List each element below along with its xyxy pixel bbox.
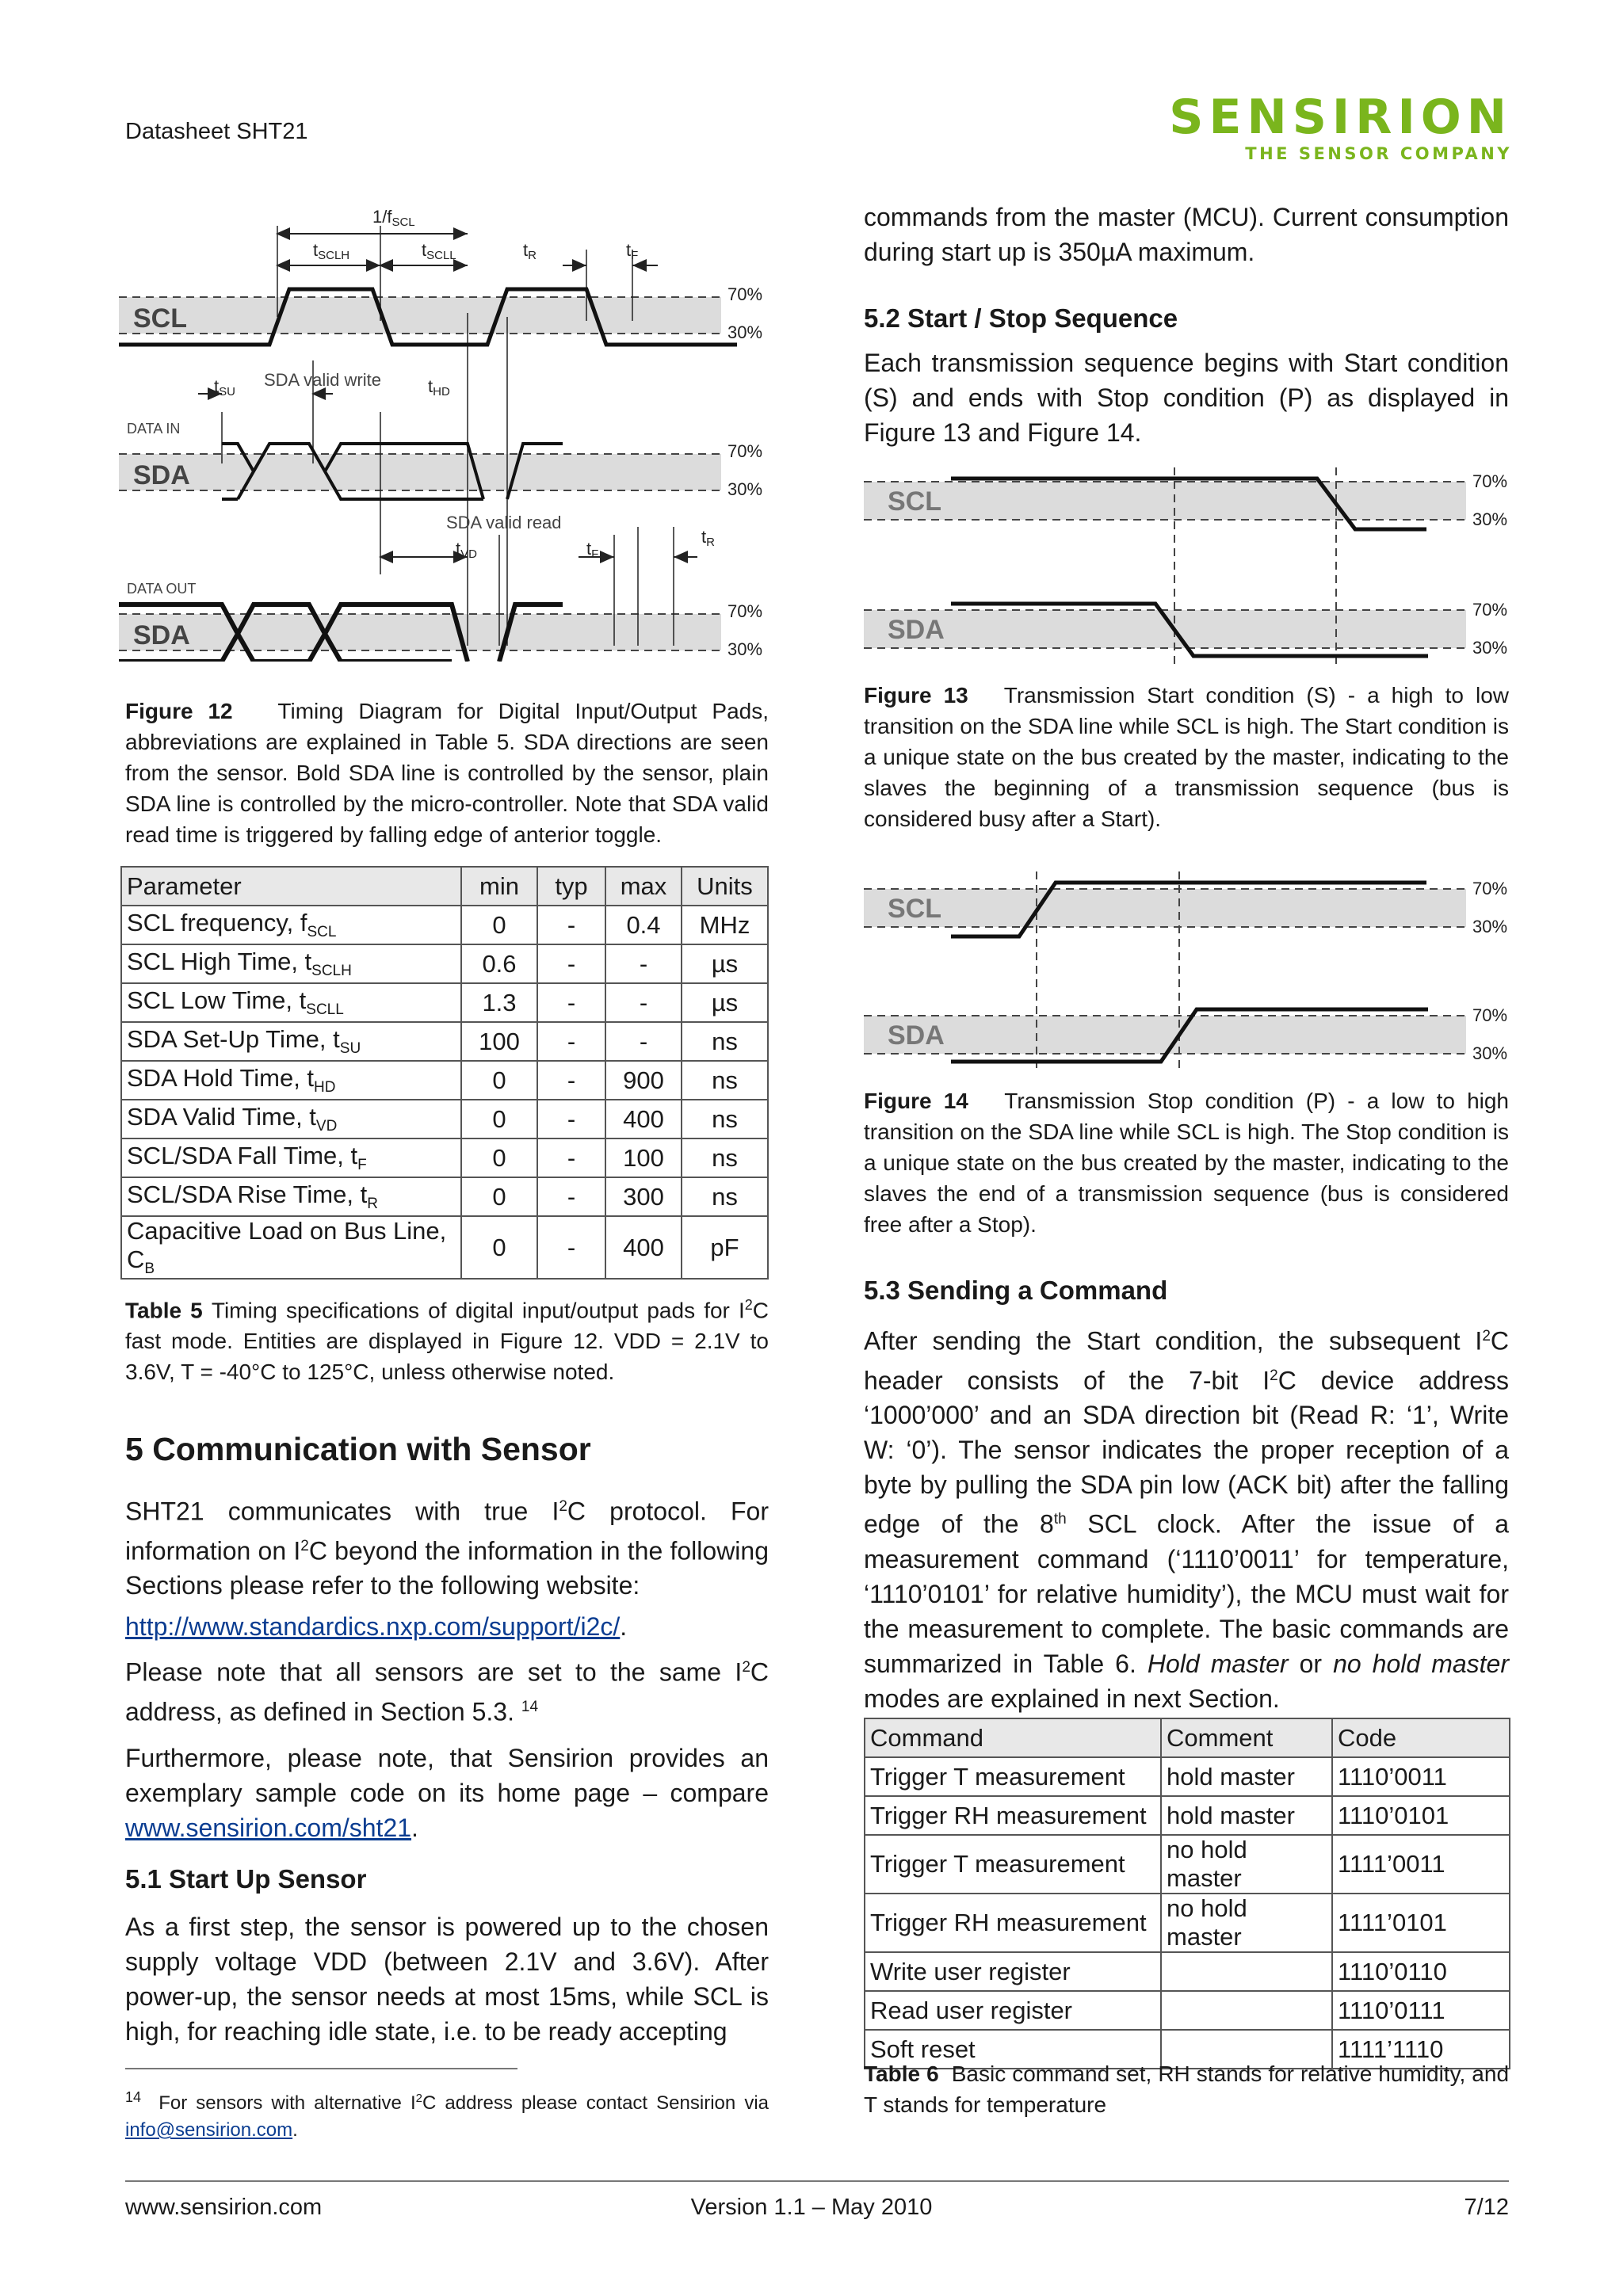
document-title: Datasheet SHT21	[125, 119, 308, 144]
f13-sda-label: SDA	[888, 615, 945, 645]
s5-p3a: Furthermore, please note, that Sensirion provides an exemplary sample code on its home page – compare	[125, 1743, 769, 1807]
no-hold-master-term: no hold master	[1333, 1649, 1510, 1678]
max-cell: 900	[605, 1061, 682, 1100]
sht21-link[interactable]: www.sensirion.com/sht21	[125, 1813, 412, 1842]
command-cell: Write user register	[865, 1952, 1161, 1991]
col-comment: Comment	[1161, 1718, 1332, 1757]
table-row	[865, 1952, 1510, 1991]
scl-band	[119, 297, 721, 334]
timing-spec-table	[120, 866, 769, 1280]
logo-name: SENSIRION	[1169, 90, 1512, 145]
typ-cell: -	[537, 1177, 605, 1216]
s53-a: After sending the Start condition, the subsequent I	[864, 1326, 1483, 1356]
table-row	[121, 983, 768, 1022]
sda-out-band	[119, 614, 721, 650]
unit-cell: µs	[682, 944, 768, 983]
data-in-label: DATA IN	[127, 421, 181, 437]
typ-cell: -	[537, 1138, 605, 1177]
table-5-caption	[125, 1290, 769, 1387]
table-row	[121, 944, 768, 983]
table-row	[121, 1177, 768, 1216]
min-cell: 0	[461, 906, 537, 944]
param-cell: SCL High Time, $t_{SCLH}$	[121, 944, 461, 983]
param-cell: SCL frequency, $f_{SCL}$	[121, 906, 461, 944]
max-cell: 0.4	[605, 906, 682, 944]
table-row	[121, 1100, 768, 1138]
s53-e: modes are explained in next Section.	[864, 1684, 1280, 1713]
thd-label: tHD	[428, 376, 450, 399]
max-cell: -	[605, 983, 682, 1022]
table-row	[865, 1991, 1510, 2030]
f14-scl-30: 30%	[1472, 917, 1508, 936]
footer-rule	[125, 2180, 1509, 2182]
table-row	[121, 906, 768, 944]
table-5-label: Table 5	[125, 1298, 203, 1323]
section-5-body	[125, 1489, 769, 1845]
tsclh-label: tSCLH	[313, 240, 350, 262]
min-cell: 1.3	[461, 983, 537, 1022]
col-min: min	[461, 867, 537, 906]
sda-in-band	[119, 454, 721, 490]
param-cell: SCL/SDA Fall Time, $t_F$	[121, 1138, 461, 1177]
sdaout-70: 70%	[727, 601, 763, 621]
comment-cell: no hold master	[1161, 1835, 1332, 1894]
i2c-link[interactable]: http://www.standardics.nxp.com/support/i2c/	[125, 1612, 621, 1642]
figure-14-text: Transmission Stop condition (P) - a low to high transition on the SDA line while SCL is high. The Stop condition is a unique state on the bus created by the master, indicating to the slaves the end of a transmission sequence (bus is considered free after a Stop).	[864, 1089, 1510, 1237]
timing-diagram	[119, 202, 785, 662]
s53-th: th	[1053, 1511, 1067, 1528]
table-row	[865, 1796, 1510, 1835]
table-row	[865, 1835, 1510, 1894]
figure-14-label: Figure 14	[864, 1089, 968, 1113]
sda-in-label: SDA	[133, 460, 190, 490]
valid-read-label: SDA valid read	[446, 513, 562, 532]
command-cell: Trigger RH measurement	[865, 1796, 1161, 1835]
table-row	[121, 1022, 768, 1061]
command-table	[864, 1718, 1510, 2069]
footnote-rule	[125, 2068, 517, 2069]
param-cell: SDA Set-Up Time, $t_{SU}$	[121, 1022, 461, 1061]
section-5-1-title: 5.1 Start Up Sensor	[125, 1864, 367, 1894]
freq-label: 1/fSCL	[372, 207, 415, 229]
section-5-p2	[125, 1650, 769, 1729]
code-cell: 1110’0101	[1332, 1796, 1510, 1835]
table-6-text: Basic command set, RH stands for relative humidity, and T stands for temperature	[864, 2061, 1510, 2117]
footer-version: Version 1.1 – May 2010	[690, 2195, 933, 2220]
min-cell: 100	[461, 1022, 537, 1061]
sdain-30: 30%	[727, 479, 763, 499]
command-cell: Soft reset	[865, 2030, 1161, 2069]
footnote-a: For sensors with alternative I	[158, 2092, 416, 2114]
typ-cell: -	[537, 1216, 605, 1279]
section-5-3-body	[864, 1319, 1509, 1716]
section-5-3-title: 5.3 Sending a Command	[864, 1276, 1168, 1305]
code-cell: 1111’1110	[1332, 2030, 1510, 2069]
f13-scl-30: 30%	[1472, 509, 1508, 529]
max-cell: 300	[605, 1177, 682, 1216]
s5-p3b: .	[411, 1813, 418, 1842]
s5-p2a: Please note that all sensors are set to the same I	[125, 1657, 743, 1687]
stop-condition-diagram	[864, 871, 1514, 1070]
section-5-2-body: Each transmission sequence begins with Start condition (S) and ends with Stop condition (P) as displayed in Figure 13 and Figure 14.	[864, 349, 1509, 447]
footnote-ref: 14	[521, 1698, 539, 1715]
command-cell: Read user register	[865, 1991, 1161, 2030]
s53-or: or	[1288, 1649, 1334, 1678]
code-cell: 1111’0101	[1332, 1894, 1510, 1952]
table-row	[865, 1894, 1510, 1952]
s5-p1a: SHT21 communicates with true I	[125, 1497, 559, 1526]
hold-master-term: Hold master	[1147, 1649, 1289, 1678]
unit-cell: ns	[682, 1177, 768, 1216]
code-cell: 1110’0111	[1332, 1991, 1510, 2030]
command-cell: Trigger RH measurement	[865, 1894, 1161, 1952]
code-cell: 1110’0011	[1332, 1757, 1510, 1796]
section-5-title: 5 Communication with Sensor	[125, 1431, 591, 1467]
scl-label: SCL	[133, 303, 187, 334]
s53-c: C device address ‘1000’000’ and an SDA direction bit (Read R: ‘1’, Write W: ‘0’). The sensor indicates the proper reception of a byte by pulling the SDA pin low (ACK bit) after the falling edge of the 8	[864, 1366, 1510, 1539]
min-cell: 0.6	[461, 944, 537, 983]
figure-12-label: Figure 12	[125, 699, 233, 723]
table-row	[865, 1757, 1510, 1796]
link-period: .	[620, 1612, 628, 1642]
f13-scl-70: 70%	[1472, 471, 1508, 491]
f13-sda-30: 30%	[1472, 638, 1508, 658]
tr-label: tR	[523, 240, 537, 262]
s53-b: C header consists of the 7-bit I	[864, 1326, 1509, 1395]
col-typ: typ	[537, 867, 605, 906]
col-parameter: Parameter	[121, 867, 461, 906]
col-max: max	[605, 867, 682, 906]
figure-13-text: Transmission Start condition (S) - a high to low transition on the SDA line while SCL is high. The Start condition is a unique state on the bus created by the master, indicating to the slaves the beginning of a transmission sequence (bus is considered busy after a Start).	[864, 683, 1509, 831]
unit-cell: ns	[682, 1022, 768, 1061]
figure-13-caption	[864, 680, 1509, 834]
footnote-num: 14	[125, 2089, 142, 2105]
table-row	[121, 1216, 768, 1279]
table-header-row	[121, 867, 768, 906]
command-cell: Trigger T measurement	[865, 1835, 1161, 1894]
typ-cell: -	[537, 983, 605, 1022]
figure-12-text: Timing Diagram for Digital Input/Output Pads, abbreviations are explained in Table 5. SDA directions are seen from the sensor. Bold SDA line is controlled by the sensor, plain SDA line is controlled by the micro-controller. Note that SDA valid read time is triggered by falling edge of anterior toggle.	[125, 699, 769, 847]
f13-sda-70: 70%	[1472, 600, 1508, 620]
sdaout-30: 30%	[727, 639, 763, 659]
figure-13-label: Figure 13	[864, 683, 968, 707]
unit-cell: ns	[682, 1061, 768, 1100]
sda-out-label: SDA	[133, 620, 190, 650]
col-units: Units	[682, 867, 768, 906]
min-cell: 0	[461, 1138, 537, 1177]
s5-p2b: C address, as defined in Section 5.3.	[125, 1657, 769, 1726]
col-code: Code	[1332, 1718, 1510, 1757]
param-cell: SDA Valid Time, $t_{VD}$	[121, 1100, 461, 1138]
table-5-text-b: C fast mode. Entities are displayed in Figure 12. VDD = 2.1V to 3.6V, T = -40°C to 125°C, unless otherwise noted.	[125, 1298, 769, 1385]
figure-14-caption	[864, 1085, 1509, 1240]
unit-cell: ns	[682, 1138, 768, 1177]
min-cell: 0	[461, 1216, 537, 1279]
table-row	[121, 1138, 768, 1177]
website-line	[125, 1609, 769, 1644]
table-5-text-a: Timing specifications of digital input/output pads for I	[211, 1298, 745, 1323]
f13-scl-band	[864, 482, 1466, 520]
param-cell: SDA Hold Time, $t_{HD}$	[121, 1061, 461, 1100]
section-5-2-title: 5.2 Start / Stop Sequence	[864, 303, 1178, 333]
sensirion-logo	[1169, 90, 1512, 163]
tsu-label: tSU	[214, 376, 235, 399]
table-5-sup: 2	[744, 1297, 753, 1313]
command-cell: Trigger T measurement	[865, 1757, 1161, 1796]
comment-cell: hold master	[1161, 1757, 1332, 1796]
footer-website: www.sensirion.com	[125, 2195, 323, 2220]
f14-scl-label: SCL	[888, 894, 941, 924]
unit-cell: ns	[682, 1100, 768, 1138]
table-row	[121, 1061, 768, 1100]
s5-sup1: 2	[559, 1498, 567, 1515]
f14-sda-label: SDA	[888, 1020, 945, 1051]
tscll-label: tSCLL	[422, 240, 456, 262]
s5-p1c: C beyond the information in the following Sections please refer to the following website:	[125, 1536, 769, 1600]
section-5-p1	[125, 1489, 769, 1603]
comment-cell	[1161, 1952, 1332, 1991]
max-cell: -	[605, 1022, 682, 1061]
footnote	[125, 2084, 769, 2144]
code-cell: 1110’0110	[1332, 1952, 1510, 1991]
tf-label: tF	[626, 240, 639, 262]
f14-sda-band	[864, 1016, 1466, 1054]
typ-cell: -	[537, 1061, 605, 1100]
scl-30: 30%	[727, 322, 763, 342]
valid-write-label: SDA valid write	[264, 370, 381, 390]
tvd-label: tVD	[456, 539, 477, 561]
s5-sup3: 2	[742, 1659, 750, 1676]
param-cell: Capacitive Load on Bus Line, $C_B$	[121, 1216, 461, 1279]
start-condition-diagram	[864, 467, 1514, 666]
tf-label-2: tF	[586, 539, 599, 561]
f14-sda-70: 70%	[1472, 1005, 1508, 1025]
s5-p1b: C protocol. For information on I	[125, 1497, 769, 1566]
table-header-row	[865, 1718, 1510, 1757]
f13-scl-label: SCL	[888, 486, 941, 517]
section-5-1-body: As a first step, the sensor is powered up to the chosen supply voltage VDD (between 2.1V and 3.6V). After power-up, the sensor needs at most 15ms, while SCL is high, for reaching idle state, i.e. to be ready accepting	[125, 1913, 769, 2046]
s5-sup2: 2	[300, 1537, 309, 1554]
footnote-c: .	[292, 2119, 298, 2141]
tr-label-2: tR	[701, 527, 715, 549]
section-5-p3	[125, 1741, 769, 1845]
unit-cell: µs	[682, 983, 768, 1022]
s53-d: SCL clock. After the issue of a measurement command (‘1110’0011’ for temperature, ‘1110’0101’ for relative humidity’), the MCU must wait for the measurement to complete. The basic commands are summarized in Table 6.	[864, 1509, 1510, 1678]
max-cell: 400	[605, 1216, 682, 1279]
f14-scl-band	[864, 889, 1466, 927]
email-link[interactable]: info@sensirion.com	[125, 2119, 293, 2141]
f14-sda-30: 30%	[1472, 1043, 1508, 1063]
footnote-sup: 2	[415, 2092, 423, 2105]
typ-cell: -	[537, 1022, 605, 1061]
typ-cell: -	[537, 906, 605, 944]
comment-cell: hold master	[1161, 1796, 1332, 1835]
min-cell: 0	[461, 1061, 537, 1100]
max-cell: 100	[605, 1138, 682, 1177]
unit-cell: MHz	[682, 906, 768, 944]
comment-cell	[1161, 1991, 1332, 2030]
param-cell: SCL Low Time, $t_{SCLL}$	[121, 983, 461, 1022]
max-cell: -	[605, 944, 682, 983]
unit-cell: pF	[682, 1216, 768, 1279]
min-cell: 0	[461, 1177, 537, 1216]
footer-page-number: 7/12	[1464, 2195, 1509, 2220]
table-6-caption	[864, 2058, 1509, 2120]
table-6-label: Table 6	[864, 2061, 939, 2086]
col-command: Command	[865, 1718, 1161, 1757]
typ-cell: -	[537, 1100, 605, 1138]
min-cell: 0	[461, 1100, 537, 1138]
f14-scl-70: 70%	[1472, 879, 1508, 898]
s53-sup2: 2	[1270, 1367, 1278, 1384]
comment-cell: no hold master	[1161, 1894, 1332, 1952]
footnote-b: C address please contact Sensirion via	[422, 2092, 769, 2114]
data-out-label: DATA OUT	[127, 581, 197, 597]
scl-70: 70%	[727, 284, 763, 304]
section-5-1-continued: commands from the master (MCU). Current consumption during start up is 350µA maximum.	[864, 203, 1509, 266]
code-cell: 1111’0011	[1332, 1835, 1510, 1894]
typ-cell: -	[537, 944, 605, 983]
param-cell: SCL/SDA Rise Time, $t_R$	[121, 1177, 461, 1216]
logo-tagline: THE SENSOR COMPANY	[1245, 144, 1512, 163]
max-cell: 400	[605, 1100, 682, 1138]
s53-sup1: 2	[1482, 1328, 1491, 1344]
figure-12-caption	[125, 696, 769, 850]
sdain-70: 70%	[727, 441, 763, 461]
